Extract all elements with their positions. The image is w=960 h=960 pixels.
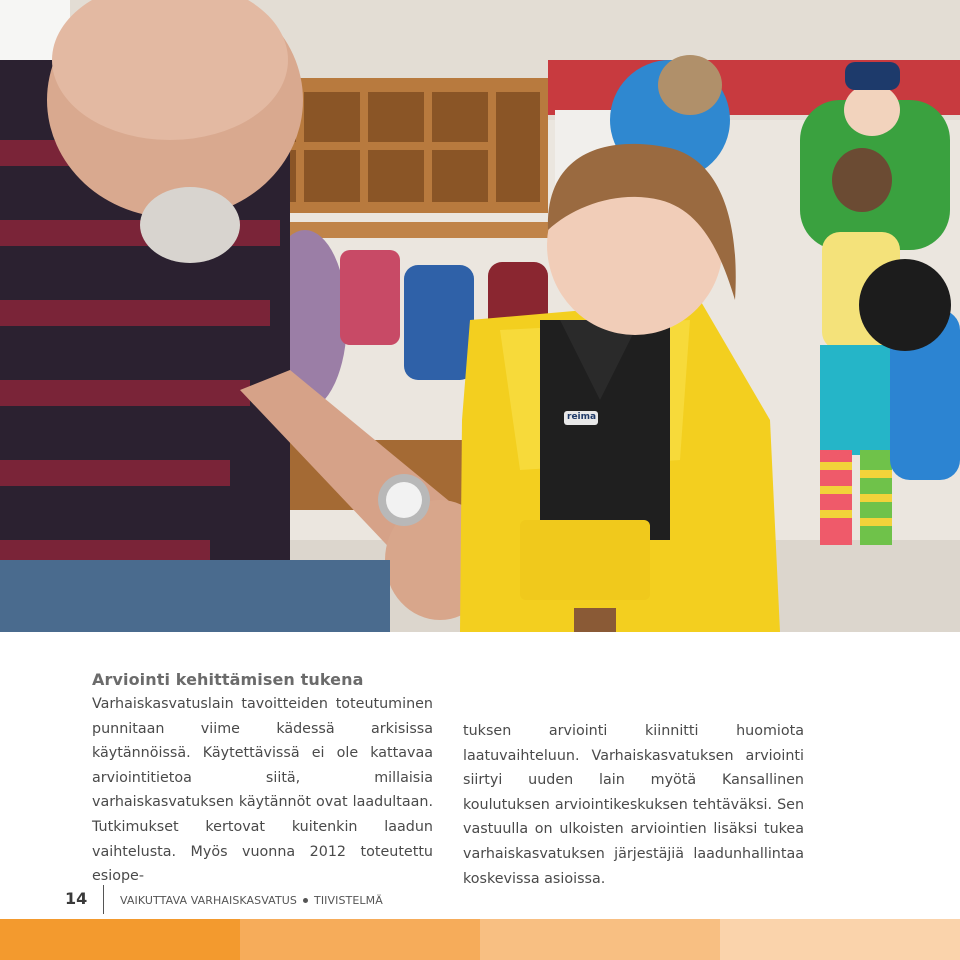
jacket-logo: reima xyxy=(567,412,597,422)
article xyxy=(92,668,904,891)
publication-title: VAIKUTTAVA VARHAISKASVATUS xyxy=(120,894,297,907)
column-left-text: Varhaiskasvatuslain tavoitteiden toteutuminen punnitaan viime kädessä arkisissa käytännöissä. Käytettävissä ei ole kattavaa arviointitietoa siitä, millaisia varhaiskasvatuksen käytännöt ovat laadultaan. Tutkimukset kertovat kuitenkin laadun vaihtelusta. Myös vuonna 2012 toteutettu esiope- xyxy=(92,696,433,885)
column-right-text: tuksen arviointi kiinnitti huomiota laatuvaihteluun. Varhaiskasvatuksen arviointi siirtyi uuden lain myötä Kansallinen koulutuksen arviointikeskuksen tehtäväksi. Sen vastuulla on ulkoisten arviointien lisäksi tukea varhaiskasvatuksen järjestäjiä laadunhallintaa koskevissa asioissa. xyxy=(463,723,804,887)
color-bar-3 xyxy=(480,919,720,960)
article-columns xyxy=(92,692,904,891)
page-number: 14 xyxy=(65,889,88,908)
footer-divider xyxy=(103,885,104,914)
column-left xyxy=(92,692,433,891)
article-heading: Arviointi kehittämisen tukena xyxy=(92,670,364,689)
bullet-separator xyxy=(303,898,308,903)
running-footer xyxy=(120,894,383,907)
footer-color-bars xyxy=(0,919,960,960)
color-bar-2 xyxy=(240,919,480,960)
color-bar-4 xyxy=(720,919,960,960)
column-right xyxy=(463,692,804,891)
section-title: TIIVISTELMÄ xyxy=(314,894,383,907)
color-bar-1 xyxy=(0,919,240,960)
